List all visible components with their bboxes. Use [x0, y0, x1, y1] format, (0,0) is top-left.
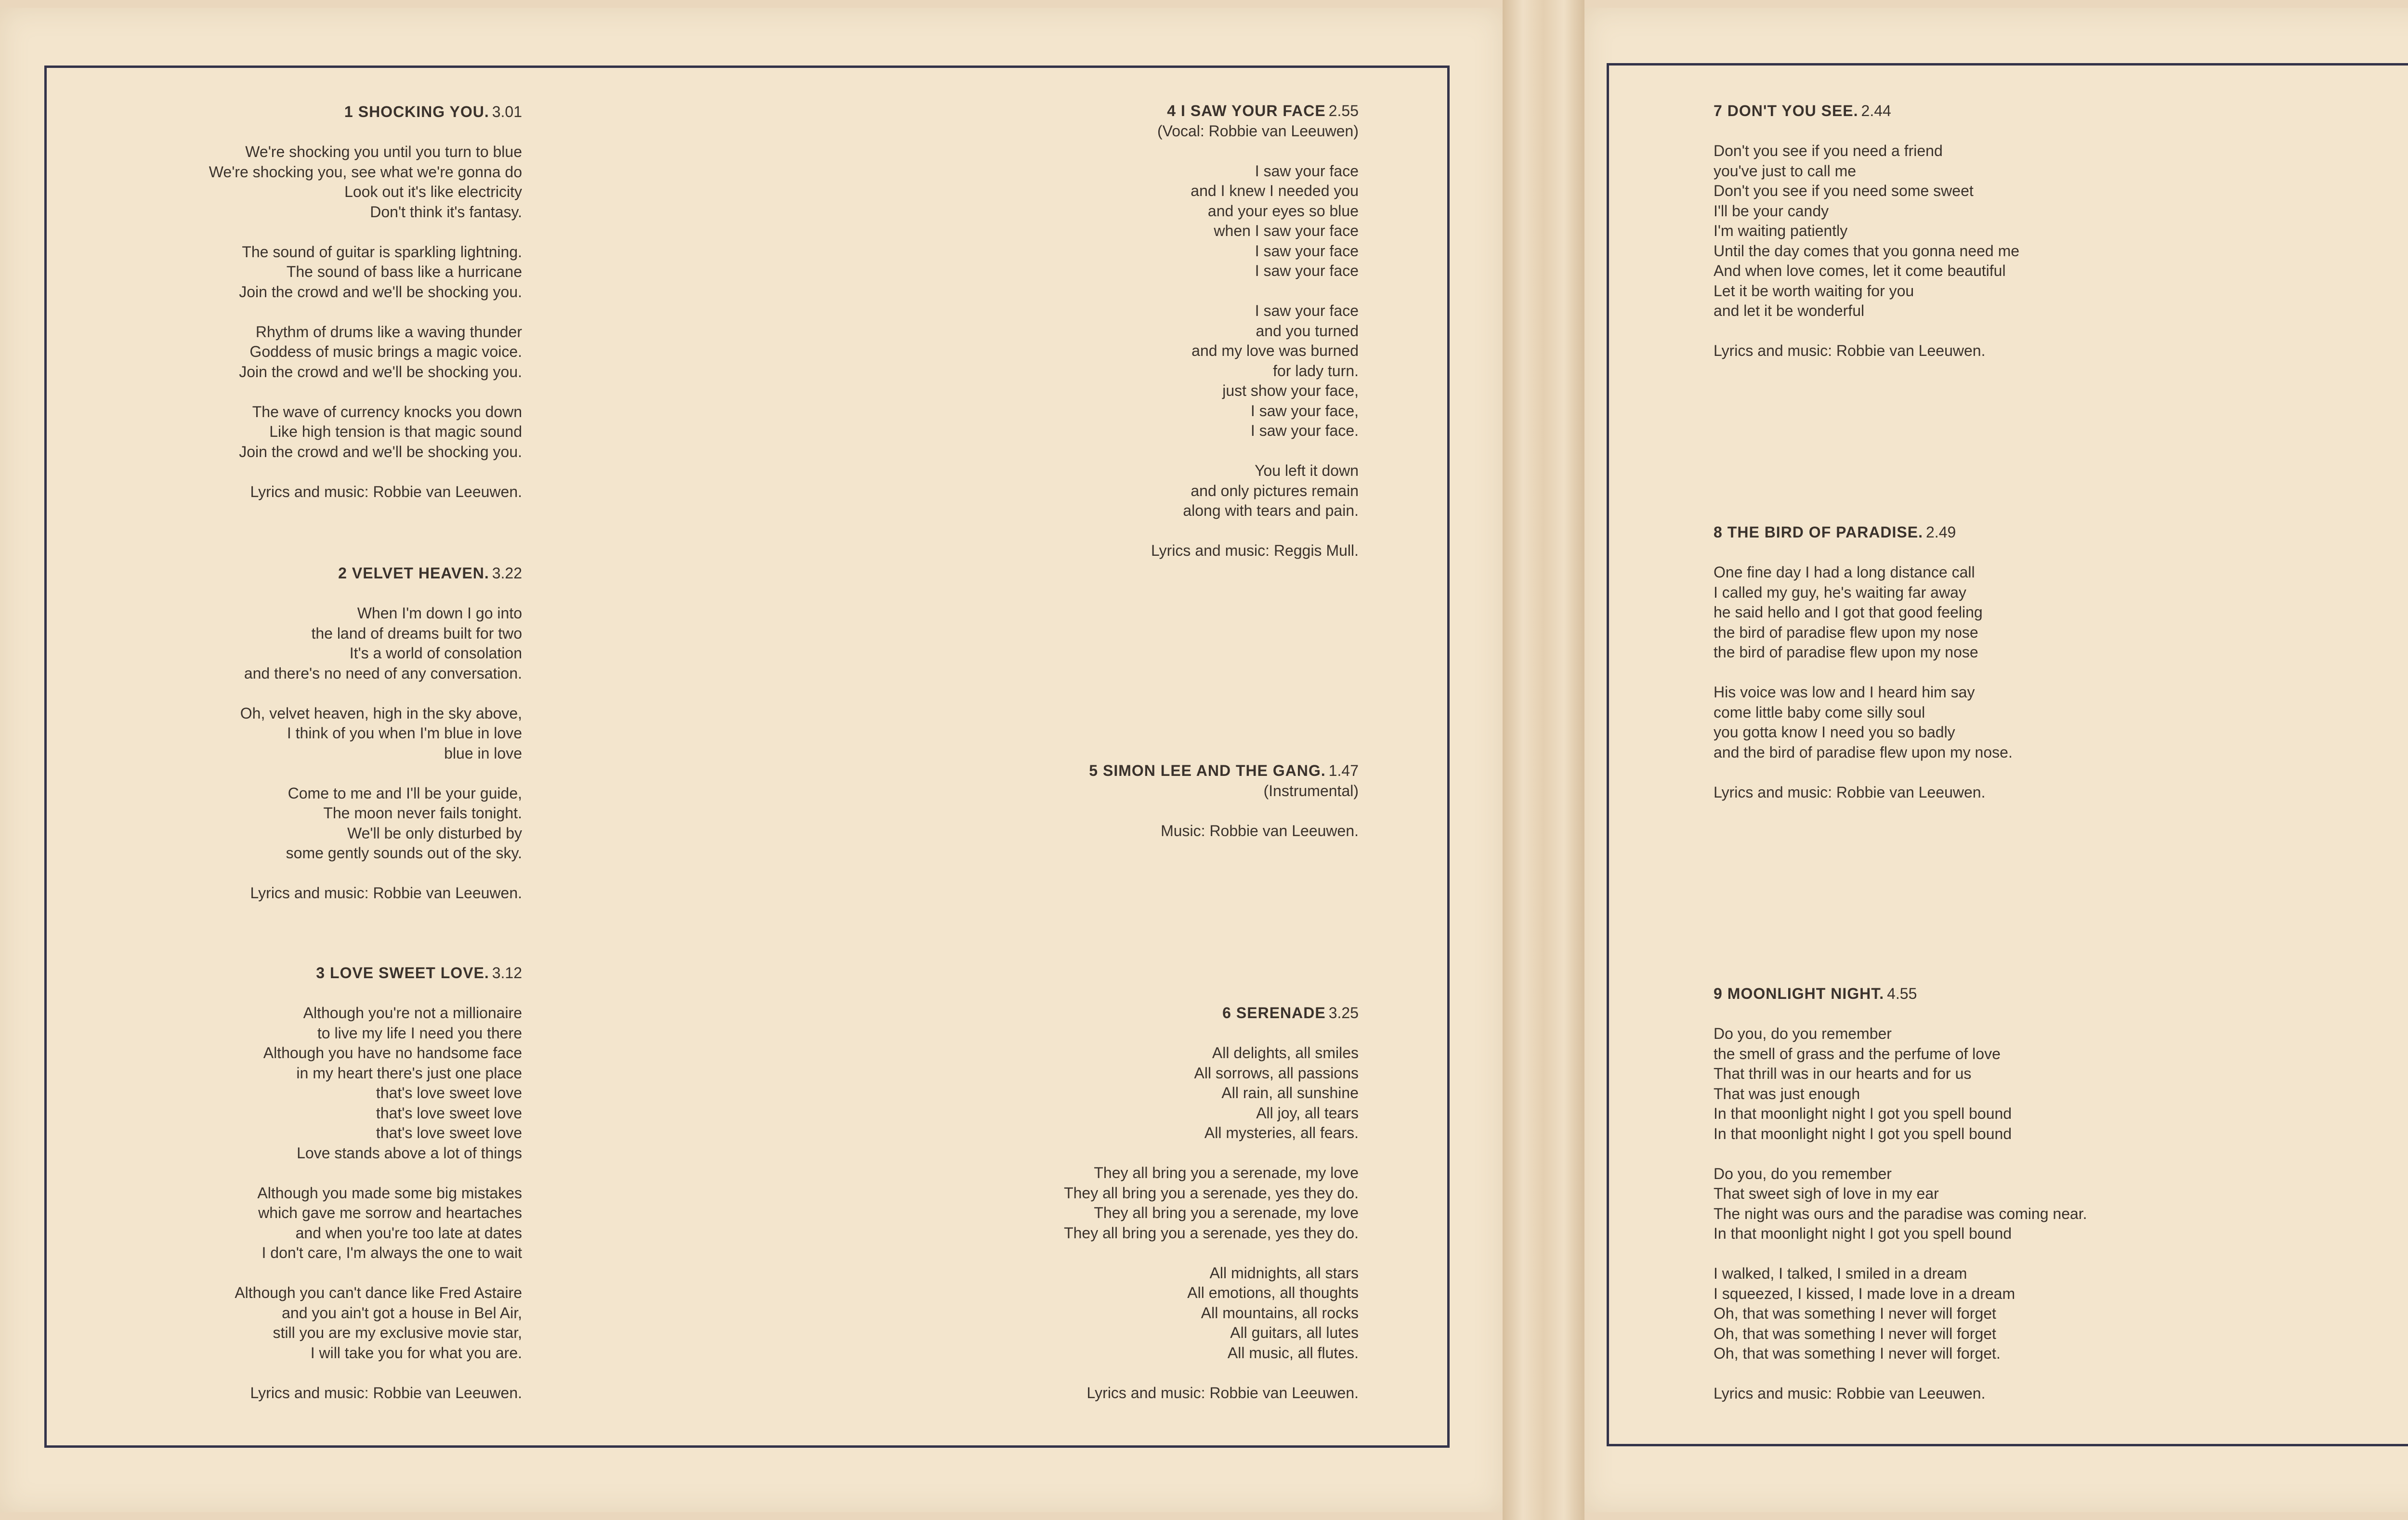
spacer [1714, 1004, 2087, 1024]
stanza-spacer [235, 1163, 522, 1183]
lyric-line: Come to me and I'll be your guide, [288, 784, 522, 802]
lyric-line: and my love was burned [1191, 342, 1359, 359]
lyric-line: All sorrows, all passions [1194, 1064, 1359, 1082]
stanza-spacer [1064, 1143, 1359, 1164]
song-subtitle: (Instrumental) [1263, 782, 1359, 799]
track-number: 8 [1714, 524, 1723, 541]
lyric-line: and your eyes so blue [1207, 202, 1359, 220]
lyric-line: All rain, all sunshine [1221, 1084, 1359, 1101]
track-number: 3 [316, 964, 326, 982]
track-number: 5 [1089, 762, 1098, 779]
lyric-line: His voice was low and I heard him say [1714, 683, 1975, 701]
stanza-spacer [1151, 281, 1359, 301]
song-title: LOVE SWEET LOVE. [330, 964, 489, 982]
spacer [1714, 121, 2019, 142]
song-title-line [235, 963, 522, 983]
lyric-line: blue in love [444, 744, 522, 762]
spacer [235, 983, 522, 1004]
lyric-line: Although you can't dance like Fred Astaire [235, 1284, 522, 1301]
track-number: 4 [1167, 102, 1177, 119]
song-duration: 4.55 [1887, 985, 1917, 1002]
stanza-spacer [1714, 1144, 2087, 1164]
lyric-line: come little baby come silly soul [1714, 703, 1925, 721]
lyric-line: Until the day comes that you gonna need me [1714, 242, 2020, 260]
lyric-line: I will take you for what you are. [310, 1344, 522, 1362]
song-duration: 2.49 [1926, 524, 1956, 541]
lyric-line: They all bring you a serenade, my love [1094, 1164, 1359, 1181]
song-title-line [240, 563, 522, 584]
song-title: SERENADE [1236, 1004, 1326, 1022]
song-title-line [1089, 761, 1359, 781]
lyric-line: I don't care, I'm always the one to wait [262, 1244, 522, 1261]
stanza-spacer [1151, 441, 1359, 461]
song-duration: 2.44 [1861, 102, 1891, 119]
lyric-line: They all bring you a serenade, my love [1094, 1204, 1359, 1221]
lyric-line: The moon never fails tonight. [323, 804, 522, 822]
lyric-line: All mountains, all rocks [1201, 1304, 1359, 1322]
song-title: I SAW YOUR FACE [1181, 102, 1326, 119]
lyric-line: and you turned [1256, 322, 1359, 340]
lyric-line: I saw your face, [1250, 402, 1359, 419]
lyric-line: I think of you when I'm blue in love [287, 724, 522, 742]
lyric-line: All mysteries, all fears. [1204, 1124, 1359, 1141]
song-block [1089, 761, 1359, 841]
track-number: 2 [338, 564, 347, 582]
song-duration: 2.55 [1328, 102, 1359, 119]
song-credit: Lyrics and music: Robbie van Leeuwen. [1714, 783, 1986, 801]
lyric-line: some gently sounds out of the sky. [286, 844, 522, 862]
lyric-line: Join the crowd and we'll be shocking you. [239, 363, 522, 380]
lyric-line: which gave me sorrow and heartaches [258, 1204, 522, 1221]
lyric-line: in my heart there's just one place [296, 1064, 522, 1082]
stanza-spacer [235, 1263, 522, 1284]
lyric-line: for lady turn. [1273, 362, 1359, 380]
lyric-line: I called my guy, he's waiting far away [1714, 583, 1966, 601]
lyric-line: Oh, that was something I never will forget [1714, 1305, 1996, 1322]
lyric-line: All emotions, all thoughts [1187, 1284, 1359, 1301]
lyric-line: All midnights, all stars [1209, 1264, 1359, 1282]
song-credit: Lyrics and music: Robbie van Leeuwen. [250, 1384, 522, 1402]
lyric-line: along with tears and pain. [1183, 502, 1359, 519]
lyric-line: that's love sweet love [376, 1124, 522, 1141]
stanza-spacer [1714, 1244, 2087, 1264]
stanza-spacer [1714, 663, 2013, 683]
lyric-line: They all bring you a serenade, yes they do. [1064, 1184, 1359, 1202]
song-title-line [1714, 523, 2013, 543]
lyric-line: Do you, do you remember [1714, 1025, 1892, 1042]
lyric-line: Don't you see if you need some sweet [1714, 182, 1974, 199]
lyric-line: Join the crowd and we'll be shocking you. [239, 283, 522, 301]
song-title: DON'T YOU SEE. [1727, 102, 1858, 119]
lyric-line: and you ain't got a house in Bel Air, [282, 1304, 522, 1322]
lyric-line: We're shocking you, see what we're gonna do [209, 163, 522, 181]
track-number: 1 [344, 103, 353, 120]
lyric-line: All delights, all smiles [1212, 1044, 1359, 1061]
song-block [209, 102, 522, 502]
lyric-line: Oh, that was something I never will forget. [1714, 1345, 2001, 1362]
lyric-line: The wave of currency knocks you down [252, 403, 522, 420]
lyric-line: Don't think it's fantasy. [370, 203, 522, 221]
lyric-line: We're shocking you until you turn to blue [245, 143, 522, 160]
lyric-line: to live my life I need you there [317, 1024, 522, 1042]
lyric-line: still you are my exclusive movie star, [273, 1324, 522, 1341]
lyric-line: All guitars, all lutes [1230, 1324, 1359, 1341]
lyric-line: the bird of paradise flew upon my nose [1714, 643, 1978, 661]
song-credit: Lyrics and music: Robbie van Leeuwen. [1714, 1385, 1986, 1402]
lyric-line: I saw your face [1255, 242, 1359, 260]
lyric-line: I saw your face [1255, 162, 1359, 180]
song-subtitle: (Vocal: Robbie van Leeuwen) [1157, 122, 1359, 140]
lyric-line: I saw your face [1255, 262, 1359, 279]
song-credit: Lyrics and music: Robbie van Leeuwen. [250, 483, 522, 500]
song-block [1714, 984, 2087, 1404]
stanza-spacer [1064, 1243, 1359, 1263]
stanza-spacer [209, 222, 522, 242]
lyric-line: he said hello and I got that good feeling [1714, 603, 1983, 621]
lyric-line: Do you, do you remember [1714, 1165, 1892, 1182]
stanza-spacer [240, 763, 522, 784]
lyric-line: Join the crowd and we'll be shocking you. [239, 443, 522, 460]
lyric-line: and I knew I needed you [1191, 182, 1359, 199]
song-title: THE BIRD OF PARADISE. [1727, 524, 1923, 541]
song-block [240, 563, 522, 904]
lyric-line: That sweet sigh of love in my ear [1714, 1185, 1939, 1202]
song-block [1714, 101, 2019, 361]
song-credit: Lyrics and music: Robbie van Leeuwen. [1714, 342, 1986, 359]
spacer [1151, 141, 1359, 161]
song-block [1714, 523, 2013, 802]
lyric-line: Like high tension is that magic sound [269, 423, 522, 440]
track-number: 7 [1714, 102, 1723, 119]
song-duration: 1.47 [1328, 762, 1359, 779]
song-credit: Lyrics and music: Robbie van Leeuwen. [250, 884, 522, 902]
spacer [209, 122, 522, 143]
spacer [1089, 801, 1359, 821]
lyric-line: In that moonlight night I got you spell bound [1714, 1225, 2012, 1242]
lyric-line: They all bring you a serenade, yes they do. [1064, 1224, 1359, 1242]
spacer [1064, 1023, 1359, 1044]
song-title: MOONLIGHT NIGHT. [1727, 985, 1885, 1002]
lyric-line: Look out it's like electricity [344, 183, 522, 200]
lyric-line: Although you made some big mistakes [257, 1184, 522, 1202]
lyric-line: just show your face, [1222, 382, 1359, 399]
lyric-line: Goddess of music brings a magic voice. [249, 343, 522, 360]
lyric-line: Rhythm of drums like a waving thunder [255, 323, 522, 341]
booklet-spine [1503, 0, 1584, 1520]
lyric-line: Let it be worth waiting for you [1714, 282, 1914, 300]
stanza-spacer [209, 302, 522, 322]
lyric-line: Although you're not a millionaire [303, 1004, 522, 1022]
lyric-line: Oh, velvet heaven, high in the sky above, [240, 704, 522, 722]
lyric-line: that's love sweet love [376, 1104, 522, 1122]
song-title-line [209, 102, 522, 122]
lyric-line: In that moonlight night I got you spell bound [1714, 1125, 2012, 1142]
lyric-line: You left it down [1255, 462, 1359, 479]
lyric-line: The sound of bass like a hurricane [286, 263, 522, 280]
lyric-line: I'll be your candy [1714, 202, 1829, 220]
lyric-line: Although you have no handsome face [263, 1044, 522, 1061]
stanza-spacer [209, 382, 522, 402]
song-title: SHOCKING YOU. [358, 103, 489, 120]
track-number: 6 [1222, 1004, 1231, 1022]
lyric-line: Oh, that was something I never will forget [1714, 1324, 1996, 1342]
lyric-line: I'm waiting patiently [1714, 222, 1848, 239]
song-title-line [1714, 101, 2019, 121]
track-number: 9 [1714, 985, 1723, 1002]
lyric-line: One fine day I had a long distance call [1714, 563, 1975, 581]
lyric-line: In that moonlight night I got you spell bound [1714, 1105, 2012, 1122]
lyric-line: and there's no need of any conversation. [244, 664, 522, 682]
stanza-spacer [240, 683, 522, 704]
lyric-line: the smell of grass and the perfume of love [1714, 1045, 2001, 1062]
song-title: VELVET HEAVEN. [352, 564, 489, 582]
lyric-line: That was just enough [1714, 1085, 1860, 1102]
lyric-line: And when love comes, let it come beautiful [1714, 262, 2006, 279]
lyric-line: The sound of guitar is sparkling lightning. [242, 243, 522, 261]
lyric-line: you gotta know I need you so badly [1714, 723, 1955, 741]
lyric-line: you've just to call me [1714, 162, 1857, 180]
song-block [1151, 101, 1359, 561]
lyric-line: I walked, I talked, I smiled in a dream [1714, 1265, 1967, 1282]
song-title-line [1714, 984, 2087, 1004]
song-duration: 3.22 [492, 564, 522, 582]
lyric-line: when I saw your face [1214, 222, 1359, 239]
lyric-line: and let it be wonderful [1714, 302, 1865, 319]
spacer [1714, 543, 2013, 563]
song-title-line [1151, 101, 1359, 121]
lyric-line: It's a world of consolation [349, 644, 522, 662]
song-block [1064, 1003, 1359, 1403]
lyric-line: I squeezed, I kissed, I made love in a dream [1714, 1284, 2015, 1302]
song-duration: 3.25 [1328, 1004, 1359, 1022]
lyric-line: We'll be only disturbed by [347, 824, 522, 842]
lyric-line: that's love sweet love [376, 1084, 522, 1101]
lyric-line: When I'm down I go into [357, 604, 522, 622]
song-duration: 3.12 [492, 964, 522, 982]
song-block [235, 963, 522, 1403]
song-title: SIMON LEE AND THE GANG. [1103, 762, 1326, 779]
song-credit: Music: Robbie van Leeuwen. [1161, 822, 1359, 839]
song-credit: Lyrics and music: Reggis Mull. [1151, 542, 1359, 559]
lyric-line: All joy, all tears [1256, 1104, 1359, 1122]
song-credit: Lyrics and music: Robbie van Leeuwen. [1086, 1384, 1359, 1402]
song-duration: 3.01 [492, 103, 522, 120]
lyric-line: Love stands above a lot of things [297, 1144, 522, 1162]
lyric-line: Don't you see if you need a friend [1714, 142, 1943, 159]
song-title-line [1064, 1003, 1359, 1023]
lyric-line: I saw your face [1255, 302, 1359, 319]
spacer [240, 584, 522, 604]
lyric-line: I saw your face. [1250, 422, 1359, 439]
lyric-line: That thrill was in our hearts and for us [1714, 1065, 1972, 1082]
lyric-line: and when you're too late at dates [295, 1224, 522, 1242]
lyric-line: All music, all flutes. [1227, 1344, 1359, 1362]
lyric-line: and the bird of paradise flew upon my nose. [1714, 743, 2013, 761]
lyric-line: the land of dreams built for two [311, 624, 522, 642]
lyric-line: and only pictures remain [1191, 482, 1359, 499]
lyric-line: the bird of paradise flew upon my nose [1714, 623, 1978, 641]
lyric-line: The night was ours and the paradise was coming near. [1714, 1205, 2087, 1222]
